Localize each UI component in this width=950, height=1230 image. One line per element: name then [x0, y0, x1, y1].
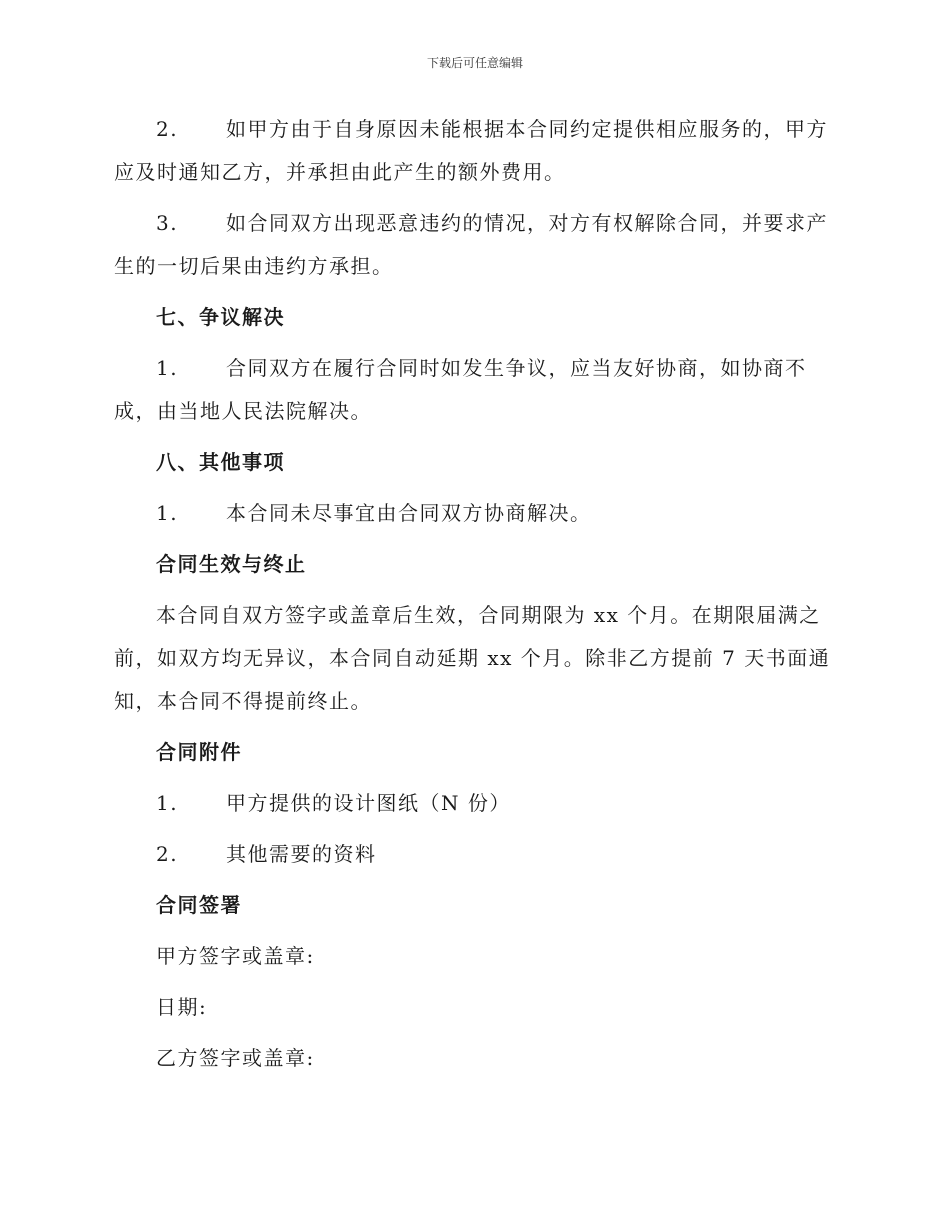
- clause-2: [114, 108, 834, 194]
- section-heading-effect: 合同生效与终止: [156, 552, 307, 576]
- dispute-clause-1: [114, 347, 834, 433]
- page-header: 下载后可任意编辑: [426, 56, 523, 70]
- clause-text: 如合同双方出现恶意违约的情况，对方有权解除合同，并要求产生的一切后果由违约方承担。: [114, 211, 828, 278]
- clause-text: 本合同未尽事宜由合同双方协商解决。: [226, 501, 592, 525]
- section-heading-dispute: 七、争议解决: [156, 305, 285, 329]
- clause-text: 合同双方在履行合同时如发生争议，应当友好协商，如协商不成，由当地人民法院解决。: [114, 356, 807, 423]
- clause-number: 1.: [156, 791, 179, 815]
- party-b-signature-line: 乙方签字或盖章:: [156, 1046, 315, 1070]
- other-clause-1: [114, 492, 834, 535]
- document-body: [114, 108, 834, 1088]
- clause-text: 如甲方由于自身原因未能根据本合同约定提供相应服务的，甲方应及时通知乙方，并承担由此产生的额外费用。: [114, 117, 828, 184]
- clause-number: 2.: [156, 842, 179, 866]
- clause-number: 2.: [156, 117, 179, 141]
- clause-number: 3.: [156, 211, 179, 235]
- party-a-signature-line: 甲方签字或盖章:: [156, 944, 315, 968]
- date-line: 日期:: [156, 995, 208, 1019]
- attachment-item-1: [114, 782, 834, 825]
- clause-3: [114, 202, 834, 288]
- section-heading-other: 八、其他事项: [156, 450, 285, 474]
- clause-number: 1.: [156, 501, 179, 525]
- clause-number: 1.: [156, 356, 179, 380]
- clause-text: 其他需要的资料: [226, 842, 377, 866]
- effect-paragraph: 本合同自双方签字或盖章后生效，合同期限为 xx 个月。在期限届满之前，如双方均无异议，本合同自动延期 xx 个月。除非乙方提前 7 天书面通知，本合同不得提前终止。: [114, 603, 831, 713]
- section-heading-attachments: 合同附件: [156, 740, 242, 764]
- clause-text: 甲方提供的设计图纸（N 份）: [226, 791, 511, 815]
- section-heading-signing: 合同签署: [156, 893, 242, 917]
- attachment-item-2: [114, 833, 834, 876]
